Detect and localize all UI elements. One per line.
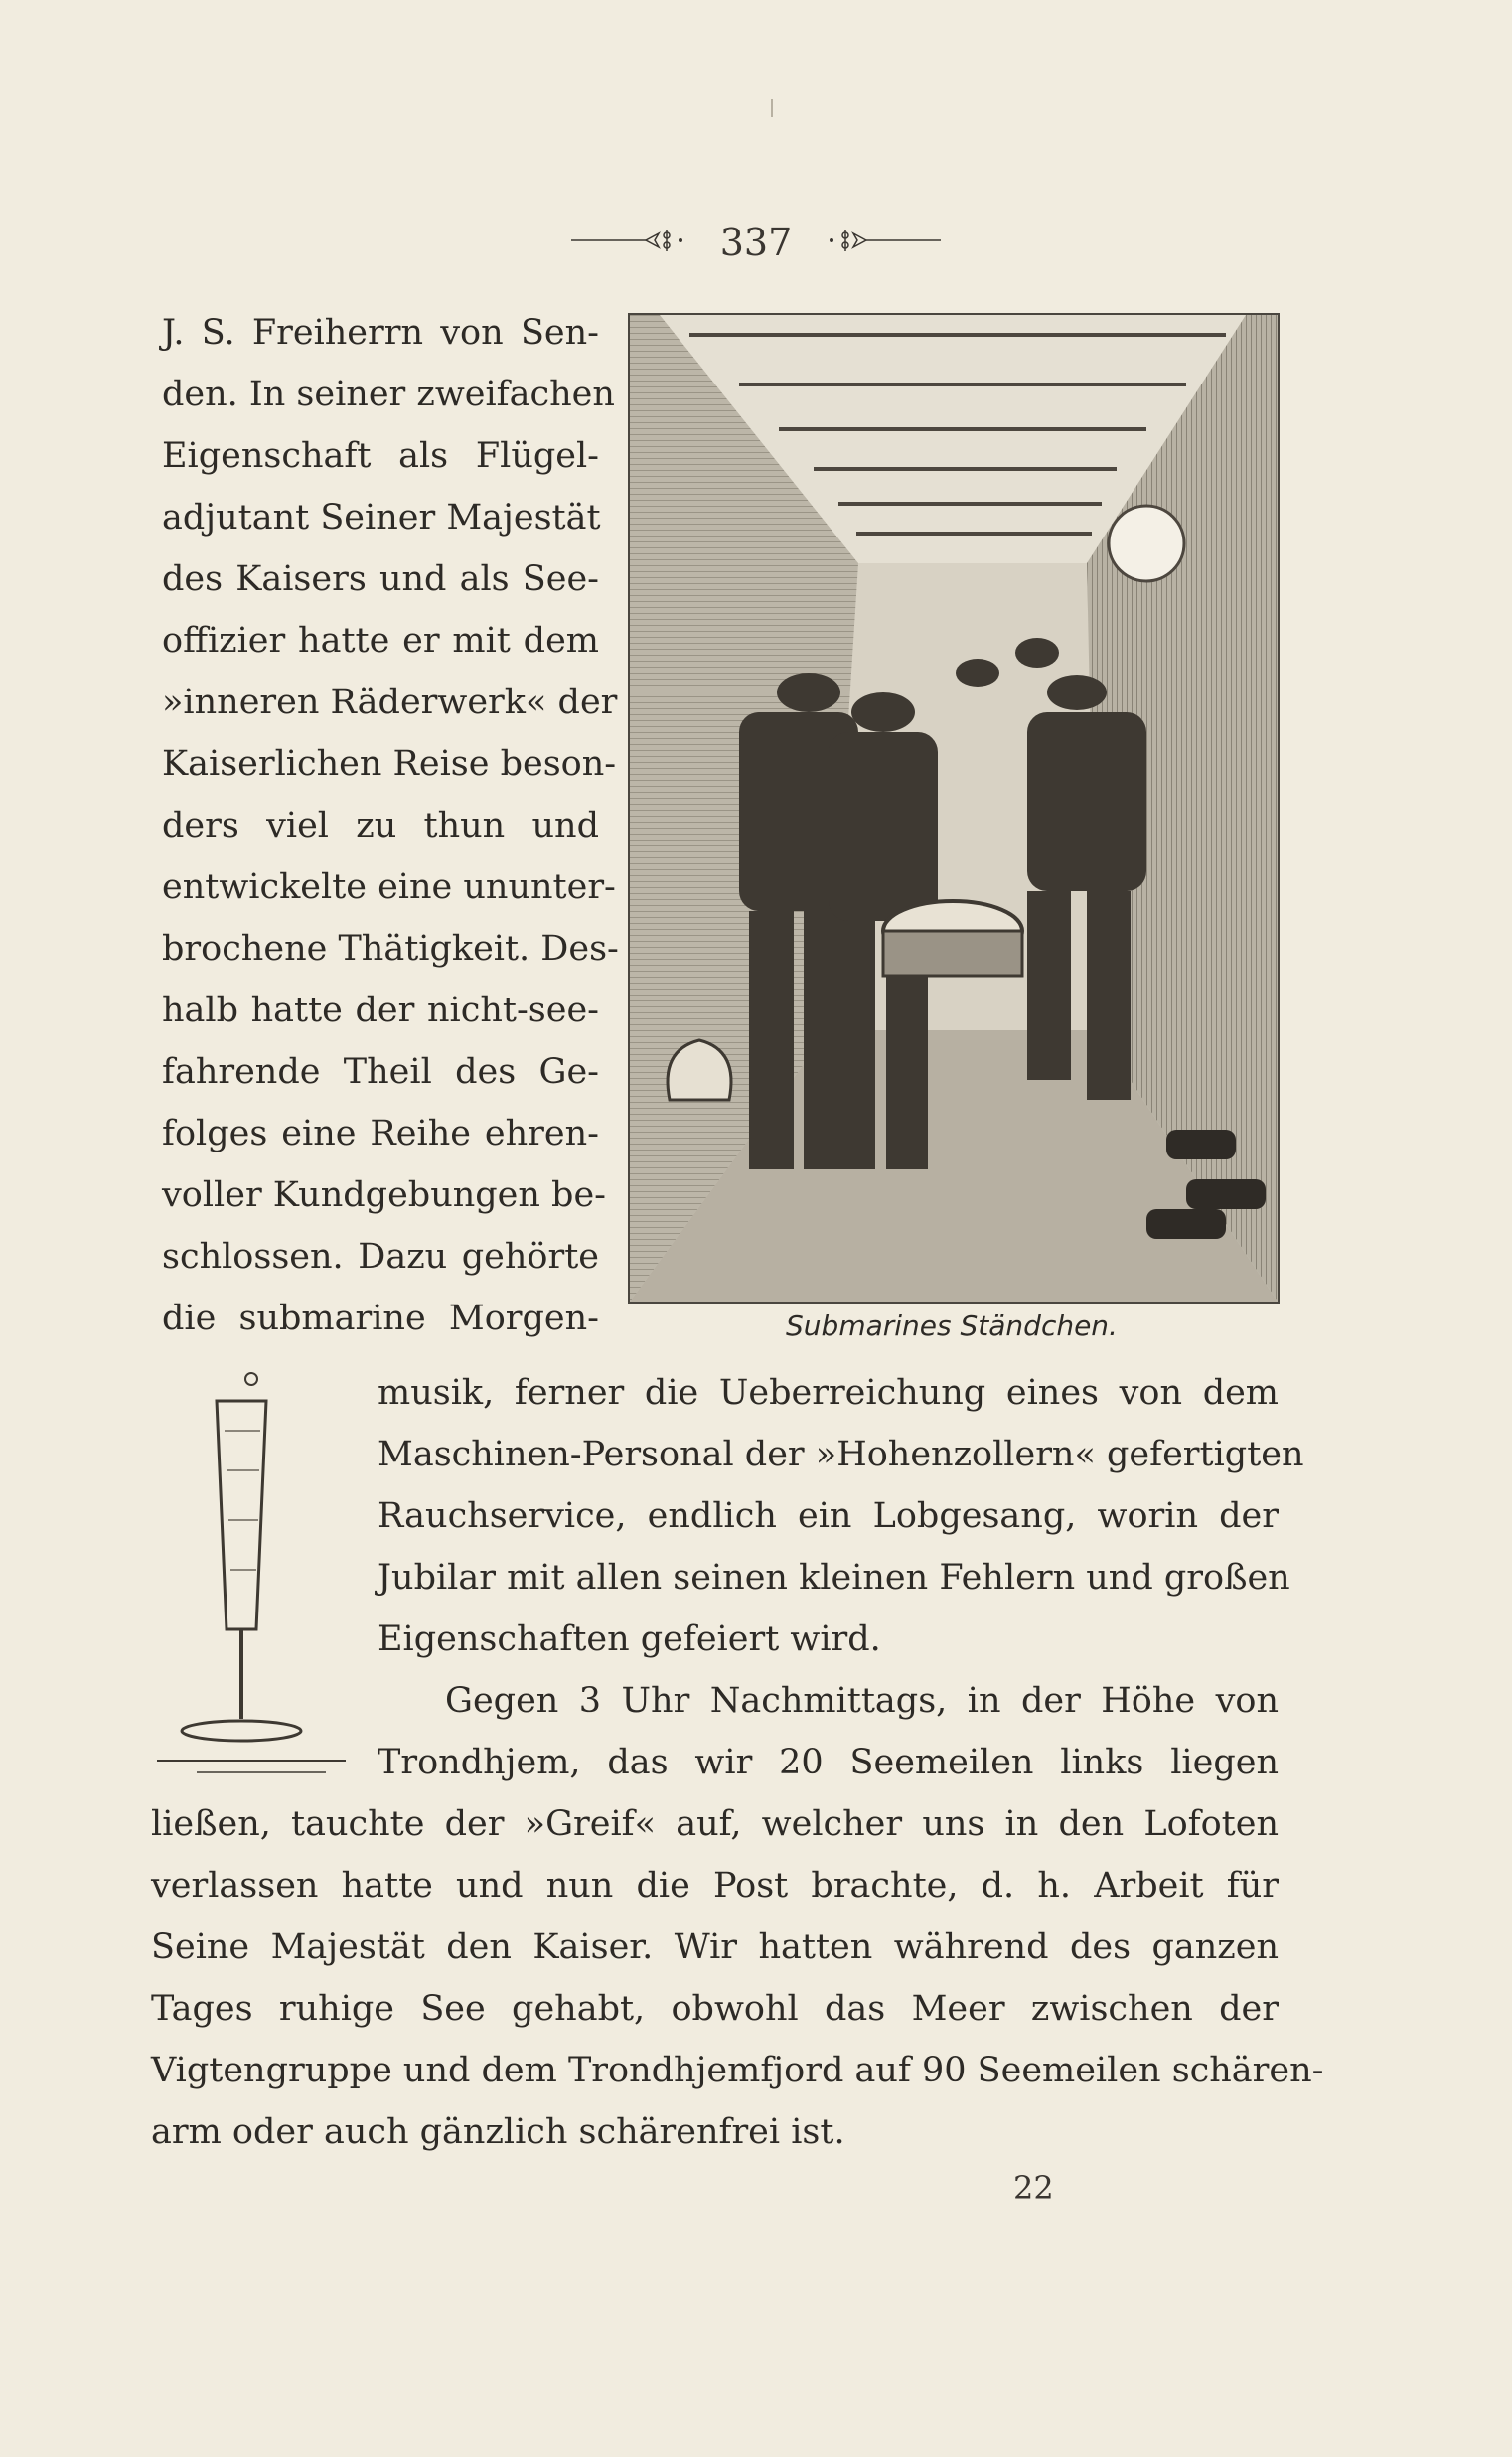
- text-line: entwickelte eine ununter-: [162, 867, 616, 907]
- text-line: den. In seiner zweifachen: [162, 375, 615, 414]
- text-line: J. S. Freiherrn von Sen-: [162, 313, 599, 353]
- text-line: Maschinen-Personal der »Hohenzollern« gefertigten: [378, 1435, 1304, 1474]
- margin-mark: [771, 99, 773, 117]
- text-line: Seine Majestät den Kaiser. Wir hatten während des ganzen: [151, 1927, 1279, 1967]
- illustration-engraving: [628, 313, 1280, 1304]
- page-number: 337: [719, 220, 793, 264]
- text-line: Trondhjem, das wir 20 Seemeilen links liegen: [378, 1743, 1279, 1782]
- text-line: Jubilar mit allen seinen kleinen Fehlern und großen: [378, 1558, 1290, 1598]
- text-line: »inneren Räderwerk« der: [162, 683, 618, 722]
- text-line: Eigenschaft als Flügel-: [162, 436, 599, 476]
- text-line: arm oder auch gänzlich schärenfrei ist.: [151, 2112, 845, 2152]
- text-line: fahrende Theil des Ge-: [162, 1052, 599, 1092]
- text-line: verlassen hatte und nun die Post brachte, d. h. Arbeit für: [151, 1866, 1279, 1906]
- text-line: Kaiserlichen Reise beson-: [162, 744, 617, 784]
- text-line: halb hatte der nicht-see-: [162, 991, 599, 1030]
- text-line: voller Kundgebungen be-: [162, 1175, 607, 1215]
- text-line: ders viel zu thun und: [162, 806, 599, 845]
- text-line: des Kaisers und als See-: [162, 559, 599, 599]
- page-header: [0, 217, 1512, 264]
- champagne-glass-icon: [157, 1371, 366, 1808]
- text-line: adjutant Seiner Majestät: [162, 498, 601, 537]
- text-line: schlossen. Dazu gehörte: [162, 1237, 599, 1277]
- text-line: Vigtengruppe und dem Trondhjemfjord auf 90 Seemeilen schären-: [151, 2051, 1324, 2090]
- text-line: folges eine Reihe ehren-: [162, 1114, 599, 1153]
- sheet-signature: 22: [1013, 2169, 1054, 2207]
- text-line: Tages ruhige See gehabt, obwohl das Meer zwischen der: [151, 1989, 1279, 2029]
- illustration-caption: Submarines Ständchen.: [786, 1309, 1118, 1342]
- text-line: die submarine Morgen-: [162, 1299, 599, 1338]
- text-line: Rauchservice, endlich ein Lobgesang, worin der: [378, 1496, 1279, 1536]
- text-line: offizier hatte er mit dem: [162, 621, 599, 661]
- text-line: brochene Thätigkeit. Des-: [162, 929, 619, 969]
- right-ornament-icon: [822, 221, 941, 264]
- text-line: musik, ferner die Ueberreichung eines von dem: [378, 1373, 1279, 1413]
- left-ornament-icon: [571, 221, 690, 264]
- text-line: ließen, tauchte der »Greif« auf, welcher uns in den Lofoten: [151, 1804, 1279, 1844]
- text-line: Eigenschaften gefeiert wird.: [378, 1619, 881, 1659]
- text-line: Gegen 3 Uhr Nachmittags, in der Höhe von: [445, 1681, 1279, 1721]
